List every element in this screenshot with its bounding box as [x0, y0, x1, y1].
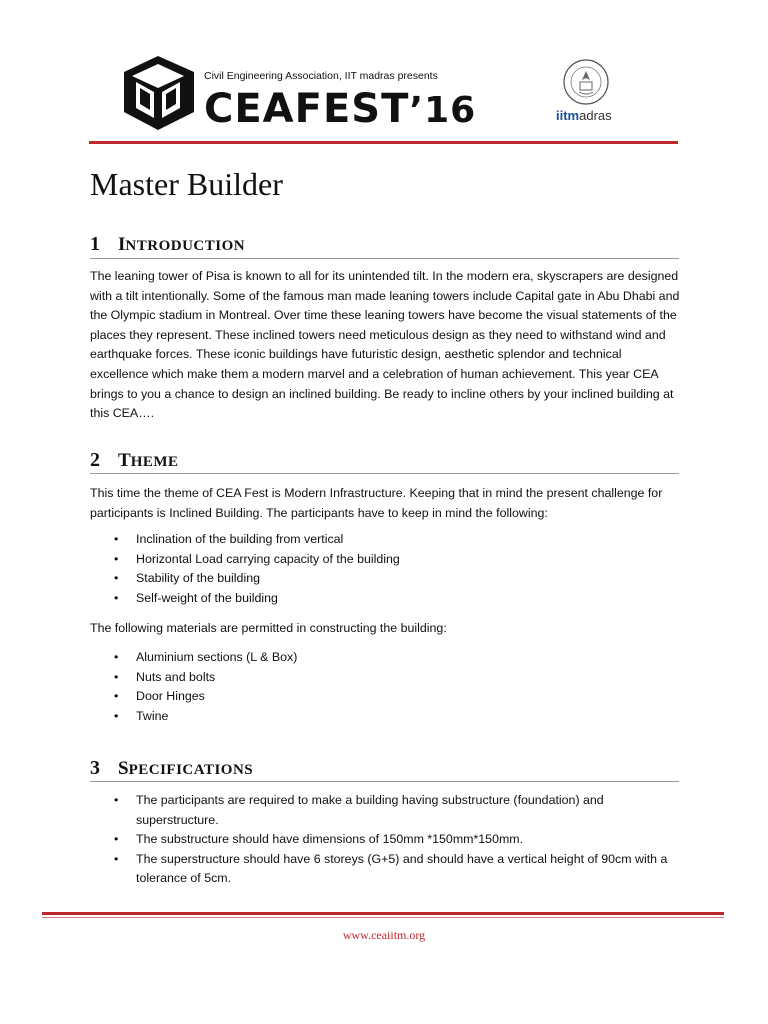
- list-item-text: Horizontal Load carrying capacity of the building: [136, 551, 400, 566]
- list-item: [112, 530, 682, 550]
- section-number: 3: [90, 757, 100, 779]
- bullet-icon: •: [114, 832, 119, 847]
- list-item: [112, 550, 682, 570]
- institute-name: [556, 108, 612, 123]
- cea-cube-logo-icon: [118, 52, 204, 134]
- section-heading-theme: [90, 446, 179, 473]
- bullet-icon: •: [114, 532, 119, 546]
- list-item: [112, 589, 682, 609]
- list-item: [112, 830, 678, 850]
- iit-madras-seal-icon: [562, 58, 610, 106]
- list-item: [112, 648, 682, 668]
- list-item-text: Stability of the building: [136, 571, 260, 586]
- introduction-paragraph: The leaning tower of Pisa is known to all for its unintended tilt. In the modern era, skyscrapers are designed with a tilt intentionally. Some of the famous man made leaning towers include Capital gate in Abu Dhabi and the Olympic stadium in Montreal. Over time these leaning towers have become the visual statements of the places they represent. These inclined towers need meticulous design as they need to withstand wind and earthquake forces. These iconic buildings have futuristic design, aesthetic splendor and technical excellence which make them a modern marvel and a celebration of human achievement. This year CEA brings to you a chance to design an inclined building. Be ready to incline others by your inclined building at this CEA….: [90, 269, 680, 421]
- header-divider: [89, 141, 678, 144]
- footer-divider: [42, 912, 724, 915]
- section-heading-rest: PECIFICATIONS: [128, 762, 254, 778]
- bullet-icon: •: [114, 851, 119, 866]
- cea-fest-logo: [118, 52, 477, 134]
- section-heading-introduction: [90, 230, 245, 257]
- list-item: [112, 707, 682, 727]
- list-item-text: The participants are required to make a building having substructure (foundation) and superstructure.: [136, 793, 604, 827]
- bullet-icon: •: [114, 793, 119, 807]
- list-item-text: The superstructure should have 6 storeys (G+5) and should have a vertical height of 90cm with a tolerance of 5cm.: [136, 851, 668, 886]
- fest-year: ’16: [409, 90, 477, 131]
- list-item-text: Nuts and bolts: [136, 669, 216, 684]
- section-heading-initial: I: [118, 234, 126, 255]
- header-tagline: Civil Engineering Association, IIT madras presents: [204, 70, 438, 82]
- bullet-icon: •: [114, 669, 119, 684]
- section-divider: [90, 258, 679, 259]
- list-item: [112, 791, 678, 830]
- section-heading-rest: HEME: [130, 454, 179, 470]
- institute-name-suffix: adras: [579, 108, 612, 123]
- materials-intro: The following materials are permitted in constructing the building:: [90, 621, 447, 635]
- list-item-text: Aluminium sections (L & Box): [136, 650, 298, 664]
- bullet-icon: •: [114, 650, 119, 664]
- list-item: [112, 569, 682, 589]
- bullet-icon: •: [114, 571, 119, 586]
- section-heading-specifications: [90, 754, 253, 781]
- section-divider: [90, 781, 679, 782]
- footer-divider-thin: [42, 917, 724, 918]
- section-number: 1: [90, 233, 100, 255]
- list-item: [112, 850, 678, 889]
- materials-list: [112, 648, 682, 726]
- considerations-list: [112, 530, 682, 608]
- institute-name-prefix: iitm: [556, 108, 580, 123]
- list-item: [112, 687, 682, 707]
- specifications-list: [112, 791, 678, 889]
- footer-website-link[interactable]: www.ceaiitm.org: [342, 928, 426, 942]
- list-item-text: Door Hinges: [136, 689, 205, 704]
- list-item-text: Self-weight of the building: [136, 590, 278, 605]
- list-item-text: Inclination of the building from vertical: [136, 532, 344, 546]
- section-number: 2: [90, 449, 100, 471]
- bullet-icon: •: [114, 590, 119, 605]
- section-divider: [90, 473, 679, 474]
- theme-paragraph: This time the theme of CEA Fest is Modern Infrastructure. Keeping that in mind the present challenge for participants is Inclined Building. The participants have to keep in mind the following:: [90, 486, 663, 520]
- iit-madras-logo: [556, 58, 622, 124]
- list-item-text: Twine: [136, 708, 169, 723]
- list-item: [112, 668, 682, 688]
- bullet-icon: •: [114, 551, 119, 566]
- list-item-text: The substructure should have dimensions of 150mm *150mm*150mm.: [136, 832, 524, 847]
- bullet-icon: •: [114, 689, 119, 704]
- bullet-icon: •: [114, 708, 119, 723]
- section-heading-initial: T: [118, 450, 131, 471]
- section-heading-initial: S: [118, 758, 129, 779]
- section-heading-rest: NTRODUCTION: [125, 238, 246, 254]
- fest-name-text: CEAFEST: [204, 86, 410, 132]
- fest-name: [204, 87, 476, 133]
- document-title: Master Builder: [90, 166, 283, 202]
